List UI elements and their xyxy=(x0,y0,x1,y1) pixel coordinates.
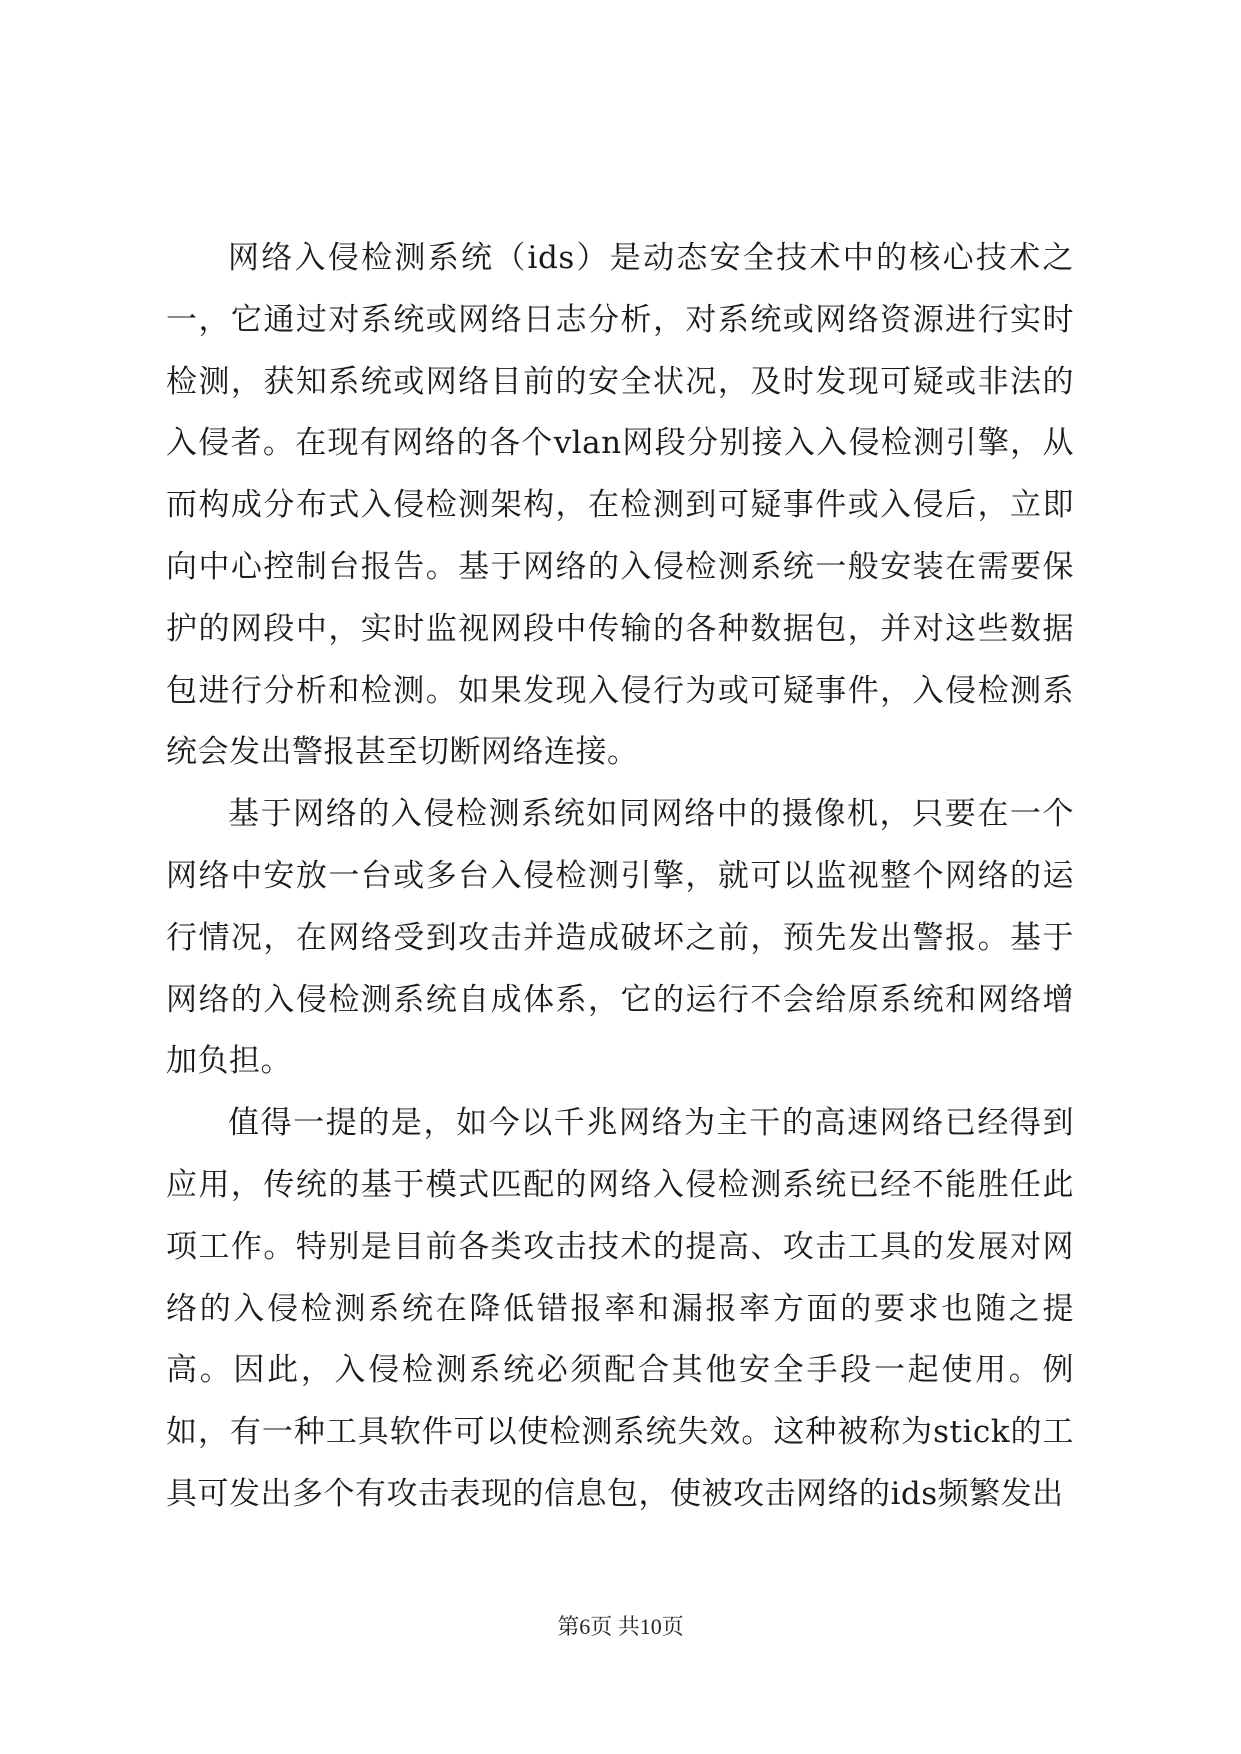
paragraph-3: 值得一提的是，如今以千兆网络为主干的高速网络已经得到应用，传统的基于模式匹配的网络入侵检测系统已经不能胜任此项工作。特别是目前各类攻击技术的提高、攻击工具的发展对网络的入侵检测系统在降低错报率和漏报率方面的要求也随之提高。因此，入侵检测系统必须配合其他安全手段一起使用。例如，有一种工具软件可以使检测系统失效。这种被称为stick的工具可发出多个有攻击表现的信息包，使被攻击网络的ids频繁发出 xyxy=(166,1105,1074,1512)
page-footer: 第6页 共10页 xyxy=(557,1614,684,1639)
paragraph-1: 网络入侵检测系统（ids）是动态安全技术中的核心技术之一，它通过对系统或网络日志分析，对系统或网络资源进行实时检测，获知系统或网络目前的安全状况，及时发现可疑或非法的入侵者。在现有网络的各个vlan网段分别接入入侵检测引擎，从而构成分布式入侵检测架构，在检测到可疑事件或入侵后，立即向中心控制台报告。基于网络的入侵检测系统一般安装在需要保护的网段中，实时监视网段中传输的各种数据包，并对这些数据包进行分析和检测。如果发现入侵行为或可疑事件，入侵检测系统会发出警报甚至切断网络连接。 xyxy=(166,240,1074,771)
paragraph-2: 基于网络的入侵检测系统如同网络中的摄像机，只要在一个网络中安放一台或多台入侵检测引擎，就可以监视整个网络的运行情况，在网络受到攻击并造成破坏之前，预先发出警报。基于网络的入侵检测系统自成体系，它的运行不会给原系统和网络增加负担。 xyxy=(166,796,1074,1080)
document-body xyxy=(166,228,1074,1526)
